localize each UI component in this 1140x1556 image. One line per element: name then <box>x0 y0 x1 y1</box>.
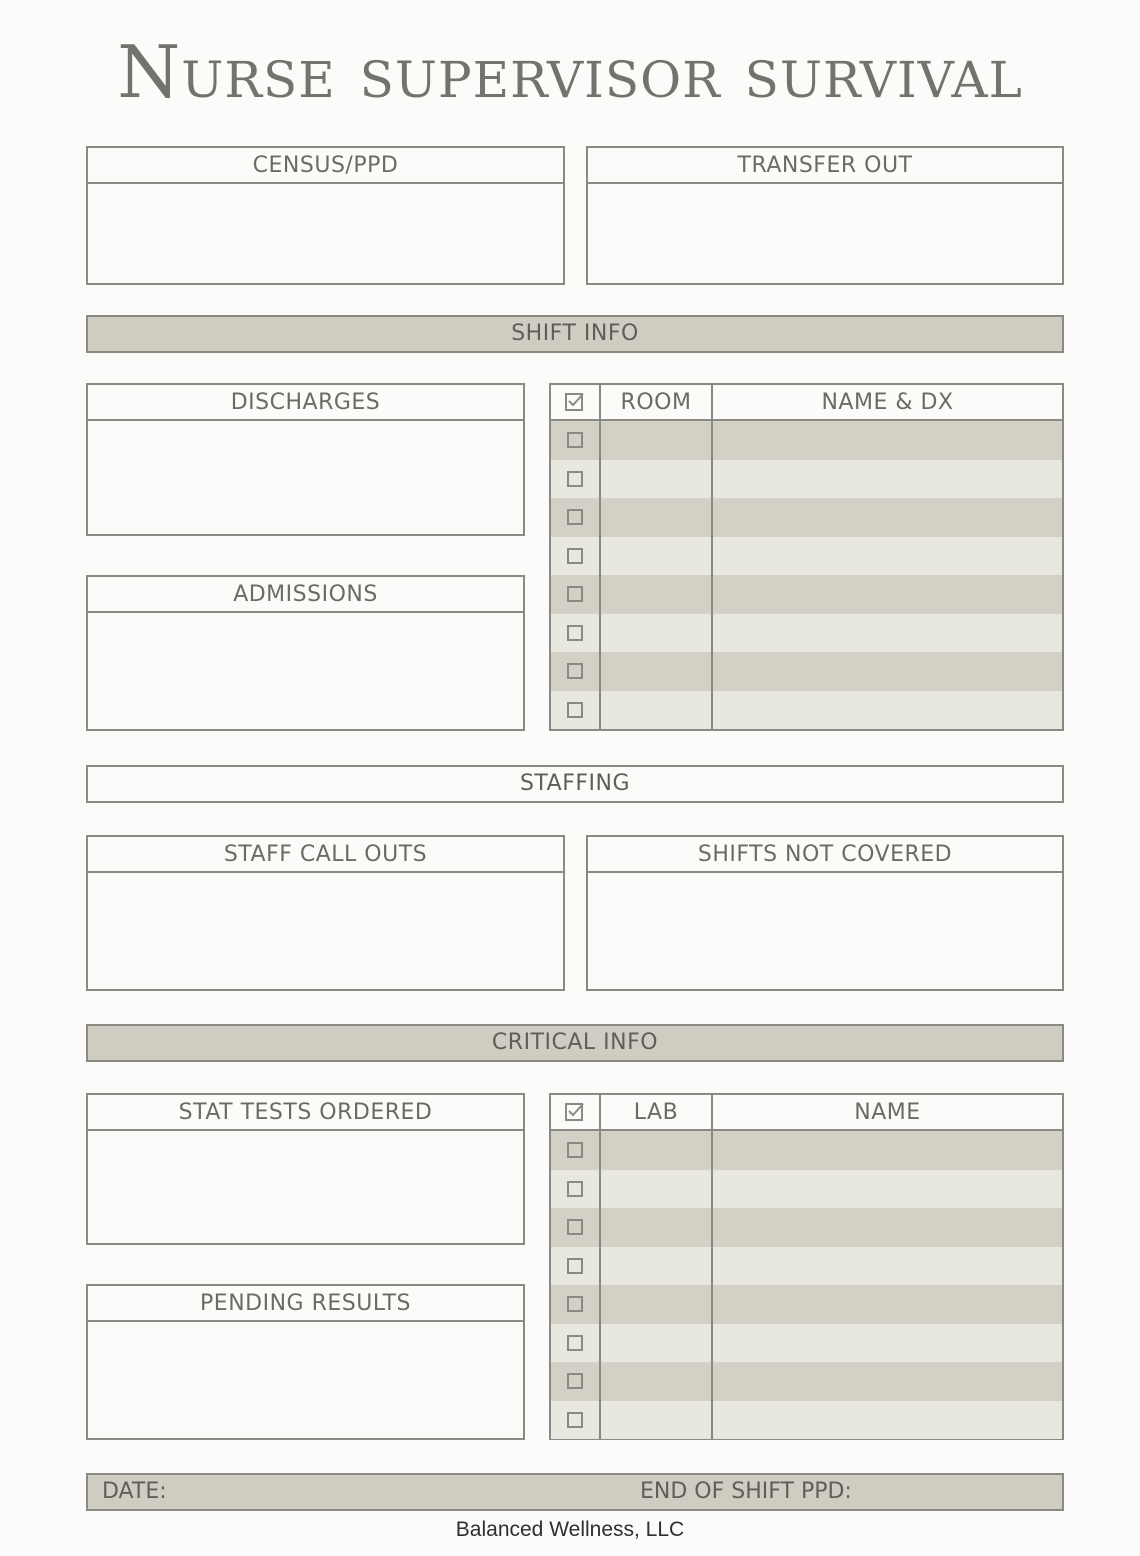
cell-entry[interactable] <box>601 1247 713 1286</box>
table-row <box>551 1285 1062 1324</box>
admissions-header: ADMISSIONS <box>88 577 523 613</box>
checkbox-cell <box>551 691 601 730</box>
lab-table <box>549 1093 1064 1440</box>
row-checkbox[interactable] <box>567 1219 583 1235</box>
row-checkbox[interactable] <box>567 1335 583 1351</box>
census-box[interactable] <box>86 146 565 285</box>
name-dx-column-header: NAME & DX <box>821 390 954 415</box>
cell-entry[interactable] <box>601 1170 713 1209</box>
checkbox-cell <box>551 460 601 499</box>
cell-entry[interactable] <box>713 537 1062 576</box>
shift-info-bar: SHIFT INFO <box>86 315 1064 353</box>
table-row <box>551 614 1062 653</box>
checkbox-cell <box>551 421 601 460</box>
name-column-header: NAME <box>854 1100 921 1125</box>
checkbox-cell <box>551 1247 601 1286</box>
table-row <box>551 537 1062 576</box>
pending-results-header: PENDING RESULTS <box>88 1286 523 1322</box>
shifts-not-covered-header: SHIFTS NOT COVERED <box>588 837 1062 873</box>
table-row <box>551 460 1062 499</box>
pending-results-box[interactable] <box>86 1284 525 1440</box>
brand-name: Balanced Wellness, LLC <box>455 1518 685 1541</box>
discharges-box[interactable] <box>86 383 525 536</box>
census-header: CENSUS/PPD <box>88 148 563 184</box>
row-checkbox[interactable] <box>567 663 583 679</box>
stat-tests-box[interactable] <box>86 1093 525 1245</box>
cell-entry[interactable] <box>601 614 713 653</box>
cell-entry[interactable] <box>713 1362 1062 1401</box>
date-label: DATE: <box>102 1479 167 1504</box>
cell-entry[interactable] <box>601 460 713 499</box>
table-row <box>551 1208 1062 1247</box>
cell-entry[interactable] <box>601 498 713 537</box>
check-all-icon <box>551 1095 601 1129</box>
checkbox-cell <box>551 1208 601 1247</box>
table-row <box>551 1247 1062 1286</box>
cell-entry[interactable] <box>713 421 1062 460</box>
checkbox-cell <box>551 652 601 691</box>
staffing-bar: STAFFING <box>86 765 1064 803</box>
shifts-not-covered-box[interactable] <box>586 835 1064 991</box>
page-title: Nurse supervisor survival <box>117 30 1023 114</box>
row-checkbox[interactable] <box>567 471 583 487</box>
stat-tests-header: STAT TESTS ORDERED <box>88 1095 523 1131</box>
cell-entry[interactable] <box>713 1324 1062 1363</box>
room-table <box>549 383 1064 731</box>
row-checkbox[interactable] <box>567 1142 583 1158</box>
cell-entry[interactable] <box>601 421 713 460</box>
row-checkbox[interactable] <box>567 509 583 525</box>
room-table-header <box>551 385 1062 421</box>
room-column-header: ROOM <box>601 385 713 419</box>
checkbox-cell <box>551 1324 601 1363</box>
cell-entry[interactable] <box>601 1401 713 1440</box>
row-checkbox[interactable] <box>567 1412 583 1428</box>
cell-entry[interactable] <box>713 652 1062 691</box>
checkbox-cell <box>551 1362 601 1401</box>
transfer-out-header: TRANSFER OUT <box>588 148 1062 184</box>
cell-entry[interactable] <box>601 537 713 576</box>
cell-entry[interactable] <box>601 652 713 691</box>
lab-table-header <box>551 1095 1062 1131</box>
table-row <box>551 498 1062 537</box>
row-checkbox[interactable] <box>567 1296 583 1312</box>
table-row <box>551 1131 1062 1170</box>
cell-entry[interactable] <box>713 498 1062 537</box>
checkbox-cell <box>551 498 601 537</box>
footer-bar <box>86 1473 1064 1511</box>
table-row <box>551 575 1062 614</box>
row-checkbox[interactable] <box>567 1258 583 1274</box>
checkbox-cell <box>551 1401 601 1440</box>
cell-entry[interactable] <box>601 1362 713 1401</box>
table-row <box>551 1324 1062 1363</box>
row-checkbox[interactable] <box>567 432 583 448</box>
cell-entry[interactable] <box>713 614 1062 653</box>
cell-entry[interactable] <box>713 460 1062 499</box>
lab-column-header: LAB <box>601 1095 713 1129</box>
discharges-header: DISCHARGES <box>88 385 523 421</box>
critical-info-bar: CRITICAL INFO <box>86 1024 1064 1062</box>
checkbox-cell <box>551 614 601 653</box>
cell-entry[interactable] <box>601 1208 713 1247</box>
end-of-shift-ppd-label: END OF SHIFT PPD: <box>640 1479 852 1504</box>
checkbox-cell <box>551 1131 601 1170</box>
cell-entry[interactable] <box>713 575 1062 614</box>
table-row <box>551 691 1062 730</box>
checkbox-cell <box>551 1170 601 1209</box>
row-checkbox[interactable] <box>567 625 583 641</box>
row-checkbox[interactable] <box>567 548 583 564</box>
cell-entry[interactable] <box>713 1285 1062 1324</box>
staff-call-outs-box[interactable] <box>86 835 565 991</box>
transfer-out-box[interactable] <box>586 146 1064 285</box>
row-checkbox[interactable] <box>567 1373 583 1389</box>
cell-entry[interactable] <box>601 1324 713 1363</box>
cell-entry[interactable] <box>713 1208 1062 1247</box>
cell-entry[interactable] <box>601 1285 713 1324</box>
cell-entry[interactable] <box>601 575 713 614</box>
cell-entry[interactable] <box>713 1170 1062 1209</box>
table-row <box>551 421 1062 460</box>
cell-entry[interactable] <box>601 1131 713 1170</box>
row-checkbox[interactable] <box>567 586 583 602</box>
table-row <box>551 1170 1062 1209</box>
checkbox-cell <box>551 575 601 614</box>
table-row <box>551 1362 1062 1401</box>
row-checkbox[interactable] <box>567 702 583 718</box>
checkbox-cell <box>551 537 601 576</box>
cell-entry[interactable] <box>713 1401 1062 1440</box>
table-row <box>551 1401 1062 1440</box>
cell-entry[interactable] <box>713 691 1062 730</box>
admissions-box[interactable] <box>86 575 525 731</box>
checkbox-cell <box>551 1285 601 1324</box>
staff-call-outs-header: STAFF CALL OUTS <box>88 837 563 873</box>
check-all-icon <box>551 385 601 419</box>
table-row <box>551 652 1062 691</box>
cell-entry[interactable] <box>601 691 713 730</box>
cell-entry[interactable] <box>713 1247 1062 1286</box>
cell-entry[interactable] <box>713 1131 1062 1170</box>
row-checkbox[interactable] <box>567 1181 583 1197</box>
